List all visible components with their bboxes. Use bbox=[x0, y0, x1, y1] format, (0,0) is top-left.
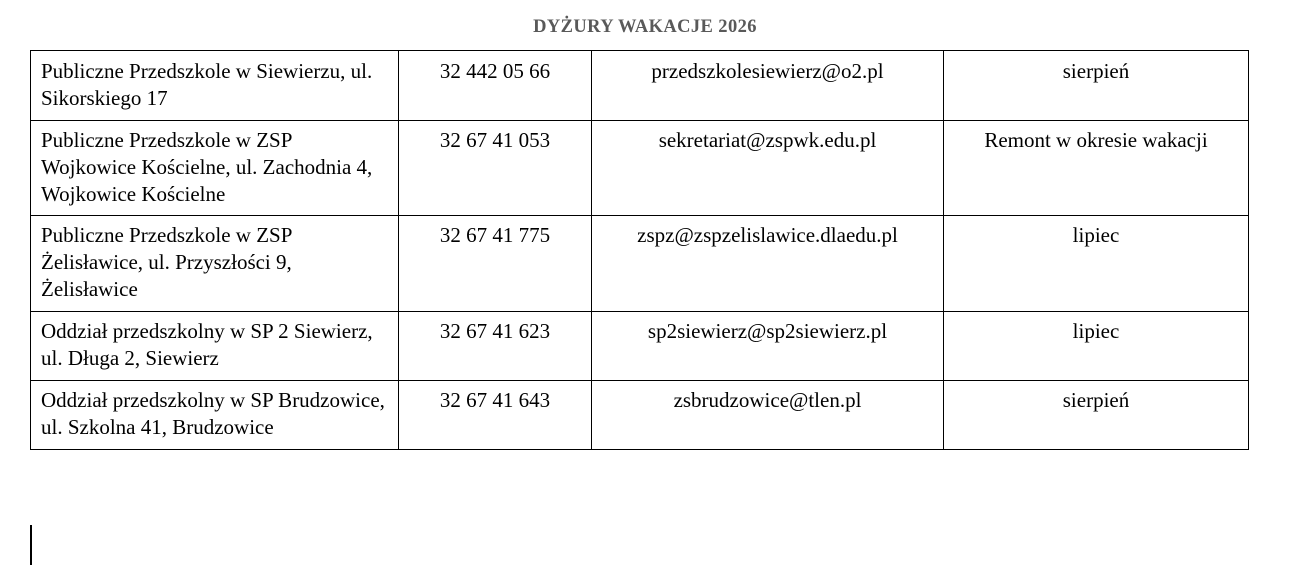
cell-email: zspz@zspzelislawice.dlaedu.pl bbox=[592, 216, 944, 312]
cell-institution-name: Publiczne Przedszkole w ZSP Żelisławice, ul. Przyszłości 9, Żelisławice bbox=[31, 216, 399, 312]
cell-institution-name: Oddział przedszkolny w SP Brudzowice, ul. Szkolna 41, Brudzowice bbox=[31, 380, 399, 449]
table-row bbox=[31, 312, 1249, 381]
duty-table-body bbox=[31, 51, 1249, 450]
cell-institution-name: Publiczne Przedszkole w ZSP Wojkowice Kościelne, ul. Zachodnia 4, Wojkowice Kościelne bbox=[31, 120, 399, 216]
table-row bbox=[31, 120, 1249, 216]
duty-table bbox=[30, 50, 1249, 450]
cell-phone: 32 67 41 643 bbox=[399, 380, 592, 449]
cell-duty-month: lipiec bbox=[944, 216, 1249, 312]
cell-email: zsbrudzowice@tlen.pl bbox=[592, 380, 944, 449]
cell-duty-month: sierpień bbox=[944, 51, 1249, 121]
cell-email: sp2siewierz@sp2siewierz.pl bbox=[592, 312, 944, 381]
duty-table-container bbox=[30, 50, 1248, 450]
table-trailing-border bbox=[30, 525, 32, 565]
table-row bbox=[31, 380, 1249, 449]
cell-duty-month: lipiec bbox=[944, 312, 1249, 381]
cell-institution-name: Publiczne Przedszkole w Siewierzu, ul. Sikorskiego 17 bbox=[31, 51, 399, 121]
table-row bbox=[31, 216, 1249, 312]
cell-phone: 32 67 41 623 bbox=[399, 312, 592, 381]
cell-email: przedszkolesiewierz@o2.pl bbox=[592, 51, 944, 121]
cell-phone: 32 442 05 66 bbox=[399, 51, 592, 121]
page-title: DYŻURY WAKACJE 2026 bbox=[533, 17, 757, 37]
cell-email: sekretariat@zspwk.edu.pl bbox=[592, 120, 944, 216]
table-row bbox=[31, 51, 1249, 121]
cell-duty-month: Remont w okresie wakacji bbox=[944, 120, 1249, 216]
cell-duty-month: sierpień bbox=[944, 380, 1249, 449]
cell-institution-name: Oddział przedszkolny w SP 2 Siewierz, ul. Długa 2, Siewierz bbox=[31, 312, 399, 381]
cell-phone: 32 67 41 775 bbox=[399, 216, 592, 312]
cell-phone: 32 67 41 053 bbox=[399, 120, 592, 216]
